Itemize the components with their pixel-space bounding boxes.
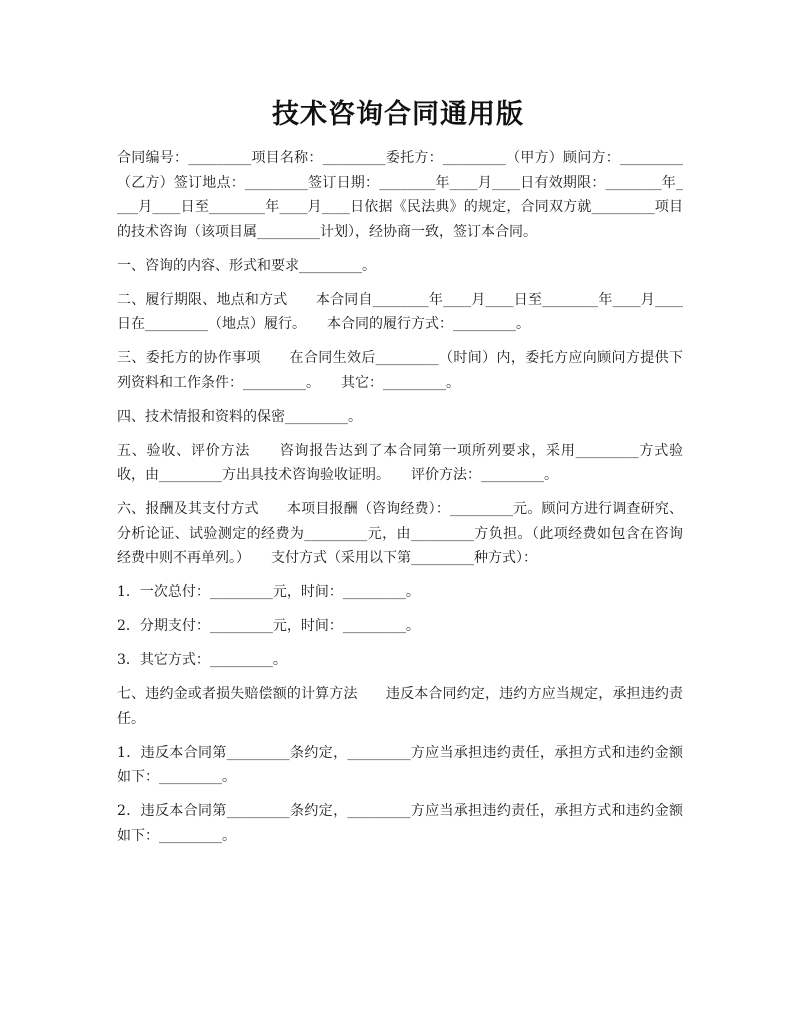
clause-3-cooperation: 三、委托方的协作事项 在合同生效后_________（时间）内，委托方应向顾问方提供下列资料和工作条件：_________。 其它：_________。 [117, 350, 683, 391]
liability-item-1: 1．违反本合同第_________条约定，_________方应当承担违约责任，承担方式和违约金额如下：_________。 [117, 744, 683, 785]
payment-option-1: 1．一次总付：_________元，时间：_________。 [117, 584, 420, 600]
payment-option-3: 3．其它方式：_________。 [117, 652, 287, 668]
clause-5-acceptance: 五、验收、评价方法 咨询报告达到了本合同第一项所列要求，采用_________方式验收，由_________方出具技术咨询验收证明。 评价方法：_________。 [117, 442, 683, 483]
clause-6-payment: 六、报酬及其支付方式 本项目报酬（咨询经费）：_________元。顾问方进行调查研究、分析论证、试验测定的经费为_________元，由_________方负担。（此项经费如包含在咨询经费中则不再单列。） 支付方式（采用以下第_________种方式）： [117, 501, 683, 566]
clause-2-term-place: 二、履行期限、地点和方式 本合同自________年____月____日至________年____月____日在_________（地点）履行。 本合同的履行方式：_________。 [117, 291, 683, 332]
payment-option-2: 2．分期支付：_________元，时间：_________。 [117, 618, 420, 634]
document-title: 技术咨询合同通用版 [272, 99, 524, 130]
document-body [117, 146, 683, 858]
liability-item-2: 2．违反本合同第_________条约定，_________方应当承担违约责任，承担方式和违约金额如下：_________。 [117, 803, 683, 844]
clause-4-confidentiality: 四、技术情报和资料的保密_________。 [117, 408, 362, 425]
contract-header-paragraph: 合同编号：_________项目名称：_________委托方：_________（甲方）顾问方：_________（乙方）签订地点：_________签订日期：________年____月____日有效期限：________年____月____日至________年____月____日依据《民法典》的规定，合同双方就_________项目的技术咨询（该项目属_________计划），经协商一致，签订本合同。 [117, 150, 683, 240]
clause-7-liability: 七、违约金或者损失赔偿额的计算方法 违反本合同约定，违约方应当规定，承担违约责任。 [117, 686, 683, 727]
clause-1-content: 一、咨询的内容、形式和要求_________。 [117, 257, 376, 274]
